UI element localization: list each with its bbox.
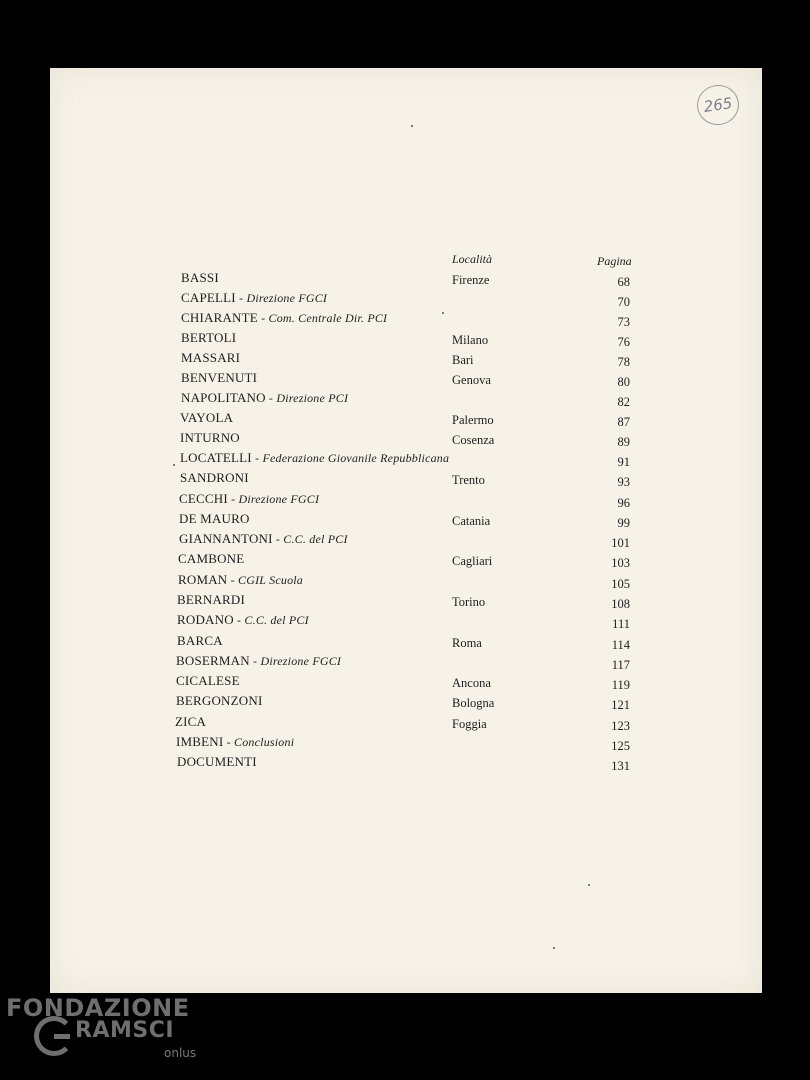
entry-page: 108 <box>611 597 630 611</box>
entry-surname: LOCATELLI <box>180 450 252 465</box>
index-entry <box>0 290 810 310</box>
index-entry <box>0 633 810 653</box>
entry-name <box>176 653 341 669</box>
entry-locality: Torino <box>452 595 486 609</box>
entry-name <box>181 270 219 286</box>
entry-name <box>177 612 309 628</box>
entry-locality: Trento <box>452 473 485 487</box>
paper-speck <box>442 312 444 314</box>
index-entry <box>0 390 810 410</box>
entry-page: 70 <box>617 295 630 309</box>
entry-name <box>179 511 250 527</box>
entry-locality: Catania <box>452 514 491 528</box>
entry-surname: ZICA <box>175 714 207 729</box>
header-page: Pagina <box>597 254 632 268</box>
index-entry <box>0 531 810 551</box>
entry-name <box>181 370 257 386</box>
index-entry <box>0 592 810 612</box>
entry-page: 68 <box>617 275 630 289</box>
entry-separator: - <box>257 311 269 325</box>
entry-surname: BERTOLI <box>181 330 237 345</box>
entry-surname: CAPELLI <box>181 290 236 305</box>
entry-page: 101 <box>611 536 630 550</box>
entry-page: 91 <box>617 455 630 469</box>
index-entry <box>0 511 810 531</box>
entry-affiliation: Direzione FGCI <box>238 492 320 506</box>
entry-surname: IMBENI <box>176 734 224 749</box>
entry-surname: CAMBONE <box>178 551 245 566</box>
entry-surname: BASSI <box>181 270 219 285</box>
entry-name <box>181 310 387 326</box>
entry-page: 76 <box>617 335 630 349</box>
entry-surname: RODANO <box>177 612 234 627</box>
entry-page: 87 <box>617 415 630 429</box>
entry-page: 73 <box>617 315 630 329</box>
entry-separator: - <box>249 654 261 668</box>
entry-locality: Ancona <box>452 676 491 690</box>
logo-line1: FONDAZIONE <box>6 994 190 1022</box>
entry-separator: - <box>227 573 239 587</box>
entry-page: 121 <box>611 698 630 712</box>
entry-name <box>181 330 236 346</box>
entry-page: 96 <box>617 496 630 510</box>
entry-name <box>179 531 348 547</box>
entry-locality: Roma <box>452 636 482 650</box>
entry-page: 123 <box>611 719 630 733</box>
entry-surname: ROMAN <box>178 572 228 587</box>
paper-speck <box>173 464 175 466</box>
entry-affiliation: C.C. del PCI <box>283 532 348 546</box>
entry-separator: - <box>251 451 263 465</box>
entry-affiliation: Com. Centrale Dir. PCI <box>268 311 388 325</box>
entry-surname: CECCHI <box>179 491 228 506</box>
entry-surname: VAYOLA <box>180 410 234 425</box>
entry-surname: BENVENUTI <box>181 370 258 385</box>
entry-page: 114 <box>611 638 630 652</box>
logo-suffix: onlus <box>164 1046 197 1060</box>
entry-locality: Genova <box>452 373 491 387</box>
index-entry <box>0 270 810 290</box>
entry-name <box>180 430 240 446</box>
entry-name <box>181 290 327 306</box>
entry-surname: NAPOLITANO <box>181 390 266 405</box>
entry-separator: - <box>265 391 277 405</box>
entry-page: 111 <box>612 617 630 631</box>
index-entry <box>0 470 810 490</box>
index-entry <box>0 572 810 592</box>
index-entry <box>0 714 810 734</box>
paper-speck <box>411 125 413 127</box>
entry-locality: Firenze <box>452 273 490 287</box>
entry-affiliation: C.C. del PCI <box>244 613 309 627</box>
entry-surname: INTURNO <box>180 430 240 445</box>
index-entry <box>0 330 810 350</box>
entry-surname: CICALESE <box>176 673 240 688</box>
entry-name <box>178 572 303 588</box>
entry-name <box>176 673 240 689</box>
entry-name <box>177 592 245 608</box>
entry-name <box>177 633 223 649</box>
entry-name <box>176 734 294 750</box>
entry-affiliation: Direzione FGCI <box>260 654 342 668</box>
entry-surname: BOSERMAN <box>176 653 250 668</box>
index-entry <box>0 491 810 511</box>
entry-name <box>179 491 319 507</box>
entry-locality: Palermo <box>452 413 494 427</box>
entry-locality: Bologna <box>452 696 495 710</box>
entry-affiliation: Federazione Giovanile Repubblicana <box>262 451 450 465</box>
entry-page: 117 <box>611 658 630 672</box>
entry-page: 125 <box>611 739 630 753</box>
entry-surname: BARCA <box>177 633 223 648</box>
fondazione-gramsci-logo <box>6 990 206 1070</box>
entry-name <box>181 350 240 366</box>
entry-page: 119 <box>611 678 630 692</box>
index-entry <box>0 450 810 470</box>
entry-surname: GIANNANTONI <box>179 531 273 546</box>
entry-surname: SANDRONI <box>180 470 249 485</box>
index-entry <box>0 310 810 330</box>
entry-affiliation: Conclusioni <box>234 735 295 749</box>
entry-surname: MASSARI <box>181 350 241 365</box>
entry-name <box>178 551 244 567</box>
entry-locality: Bari <box>452 353 474 367</box>
entry-name <box>180 470 249 486</box>
entry-name <box>180 410 233 426</box>
entry-separator: - <box>235 291 247 305</box>
entry-page: 82 <box>617 395 630 409</box>
header-locality: Località <box>452 252 493 266</box>
entry-locality: Cosenza <box>452 433 495 447</box>
index-entry <box>0 370 810 390</box>
entry-name <box>177 754 257 770</box>
entry-surname: DE MAURO <box>179 511 250 526</box>
entry-page: 80 <box>617 375 630 389</box>
logo-line2: RAMSCI <box>75 1018 175 1043</box>
entry-surname: DOCUMENTI <box>177 754 257 769</box>
index-entry <box>0 612 810 632</box>
entry-affiliation: Direzione FGCI <box>246 291 328 305</box>
page-number-stamp: 265 <box>694 82 741 127</box>
index-entry <box>0 693 810 713</box>
entry-locality: Foggia <box>452 717 487 731</box>
entry-surname: CHIARANTE <box>181 310 258 325</box>
entry-page: 99 <box>617 516 630 530</box>
index-entry <box>0 430 810 450</box>
entry-page: 103 <box>611 556 630 570</box>
index-entry <box>0 410 810 430</box>
index-entry <box>0 673 810 693</box>
entry-name <box>175 714 206 730</box>
index-entry <box>0 754 810 774</box>
entry-separator: - <box>272 532 284 546</box>
entry-surname: BERNARDI <box>177 592 246 607</box>
entry-surname: BERGONZONI <box>176 693 263 708</box>
entry-page: 89 <box>617 435 630 449</box>
entry-locality: Milano <box>452 333 489 347</box>
index-entry <box>0 734 810 754</box>
entry-locality: Cagliari <box>452 554 493 568</box>
paper-speck <box>553 947 555 949</box>
paper-speck <box>588 884 590 886</box>
entry-separator: - <box>223 735 235 749</box>
entry-separator: - <box>233 613 245 627</box>
entry-page: 105 <box>611 577 630 591</box>
index-entry <box>0 350 810 370</box>
entry-page: 131 <box>611 759 630 773</box>
entry-name <box>180 450 449 466</box>
index-entry <box>0 653 810 673</box>
entry-separator: - <box>227 492 239 506</box>
entry-affiliation: Direzione PCI <box>276 391 349 405</box>
entry-name <box>181 390 348 406</box>
entry-name <box>176 693 263 709</box>
entry-page: 78 <box>617 355 630 369</box>
entry-page: 93 <box>617 475 630 489</box>
index-entry <box>0 551 810 571</box>
entry-affiliation: CGIL Scuola <box>238 573 303 587</box>
logo-g-bar <box>54 1034 70 1039</box>
